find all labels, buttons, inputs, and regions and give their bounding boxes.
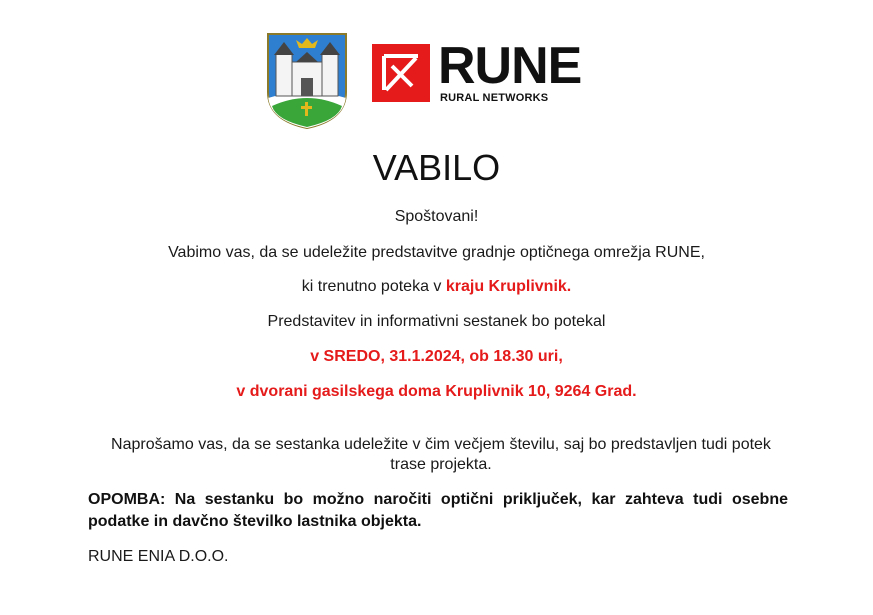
intro-line: Vabimo vas, da se udeležite predstavitve gradnje optičnega omrežja RUNE, [168, 244, 705, 261]
municipal-coat-of-arms-icon [266, 32, 348, 130]
note-label: OPOMBA: [88, 491, 166, 508]
meeting-line: Predstavitev in informativni sestanek bo potekal [267, 313, 606, 330]
progress-place: kraju Kruplivnik. [445, 278, 572, 295]
rune-subtitle: RURAL NETWORKS [440, 92, 549, 104]
greeting: Spoštovani! [394, 208, 479, 225]
request-paragraph: Naprošamo vas, da se sestanka udeležite v čim večjem številu, saj bo predstavljen tudi potek trase projekta. [111, 436, 771, 473]
rune-wordmark: RUNE [438, 37, 582, 95]
signature: RUNE ENIA D.O.O. [88, 548, 229, 565]
date-line: v SREDO, 31.1.2024, ob 18.30 uri, [310, 348, 563, 365]
note-text: Na sestanku bo možno naročiti optični priključek, kar zahteva tudi osebne podatke in davčno številko lastnika objekta. [88, 491, 788, 530]
note-paragraph [88, 489, 788, 533]
progress-prefix: ki trenutno poteka v [301, 278, 446, 295]
page-title: VABILO [372, 147, 501, 188]
rune-logo-icon [372, 44, 430, 102]
progress-line [0, 278, 873, 296]
header-logos [266, 32, 586, 132]
venue-line: v dvorani gasilskega doma Kruplivnik 10, 9264 Grad. [236, 383, 637, 400]
